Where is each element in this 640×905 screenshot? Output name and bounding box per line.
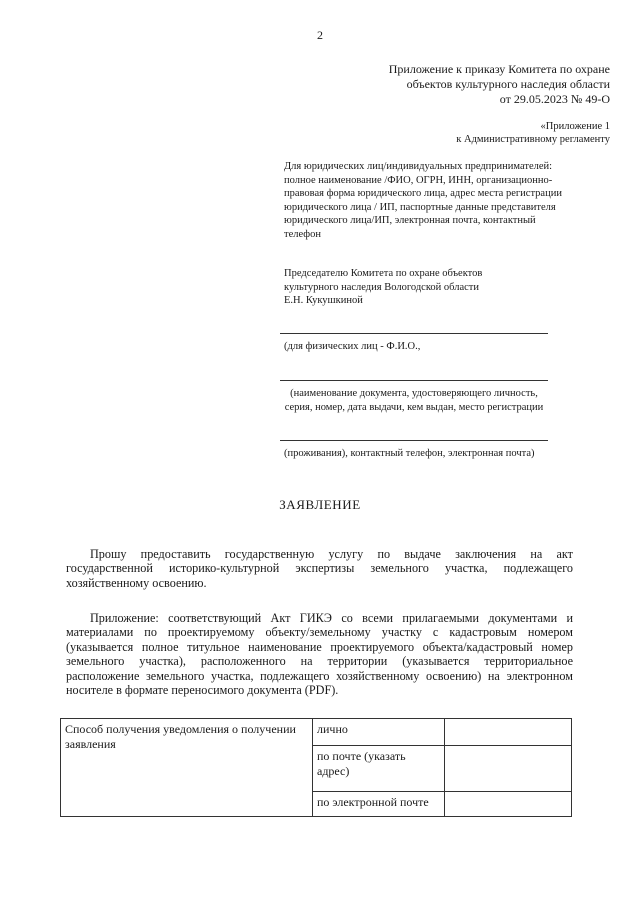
option-in-person-mark[interactable] bbox=[445, 719, 572, 746]
applicant-note: Для юридических лиц/индивидуальных предпринимателей: полное наименование /ФИО, ОГРН, ИНН, организационно-правовая форма юридического лица, адрес места регистрации юридического лица / ИП, паспортные данные представителя юридического лица/ИП, электронная почта, контактный телефон bbox=[284, 161, 562, 240]
option-in-person: лично bbox=[313, 719, 445, 746]
blank-line bbox=[280, 380, 548, 381]
notification-method-table bbox=[60, 718, 572, 817]
addressee-line: Председателю Комитета по охране объектов bbox=[284, 268, 483, 279]
caption-individuals: (для физических лиц - Ф.И.О., bbox=[284, 341, 421, 352]
caption-identity-document: (наименование документа, удостоверяющего личность, серия, номер, дата выдачи, кем выдан, место регистрации bbox=[284, 388, 544, 413]
annex-header-line: «Приложение 1 bbox=[540, 121, 610, 132]
caption-residence: (проживания), контактный телефон, электронная почта) bbox=[284, 448, 535, 459]
option-by-email-mark[interactable] bbox=[445, 792, 572, 817]
blank-line bbox=[280, 333, 548, 334]
document-title: ЗАЯВЛЕНИЕ bbox=[279, 497, 361, 512]
option-by-mail: по почте (указать адрес) bbox=[313, 746, 445, 792]
order-header-line: Приложение к приказу Комитета по охране bbox=[388, 62, 610, 76]
annex-header-line: к Административному регламенту bbox=[456, 134, 610, 145]
blank-line bbox=[280, 440, 548, 441]
attachment-paragraph: Приложение: соответствующий Акт ГИКЭ со всеми прилагаемыми документами и материалами по проектируемому объекту/земельному участку с кадастровым номером (указывается полное титульное наименование проектируемого объекта/кадастровый номер земельного участка), расположенного на территории (указывается территориальное расположение земельного участка, подлежащего хозяйственному освоению) на электронном носителе в формате переносимого документа (PDF). bbox=[66, 611, 573, 698]
annex-header bbox=[350, 120, 610, 146]
order-header-line: объектов культурного наследия области bbox=[406, 77, 610, 91]
order-header bbox=[310, 62, 610, 107]
addressee-block bbox=[284, 267, 574, 308]
page-number: 2 bbox=[317, 28, 323, 42]
addressee-line: культурного наследия Вологодской области bbox=[284, 281, 479, 293]
option-by-email: по электронной почте bbox=[313, 792, 445, 817]
option-by-mail-mark[interactable] bbox=[445, 746, 572, 792]
order-header-line: от 29.05.2023 № 49-О bbox=[499, 92, 610, 106]
request-paragraph: Прошу предоставить государственную услугу по выдаче заключения на акт государственной историко-культурной экспертизы земельного участка, подлежащего хозяйственному освоению. bbox=[66, 547, 573, 590]
addressee-line: Е.Н. Кукушкиной bbox=[284, 295, 363, 306]
notification-method-label: Способ получения уведомления о получении заявления bbox=[61, 719, 313, 817]
